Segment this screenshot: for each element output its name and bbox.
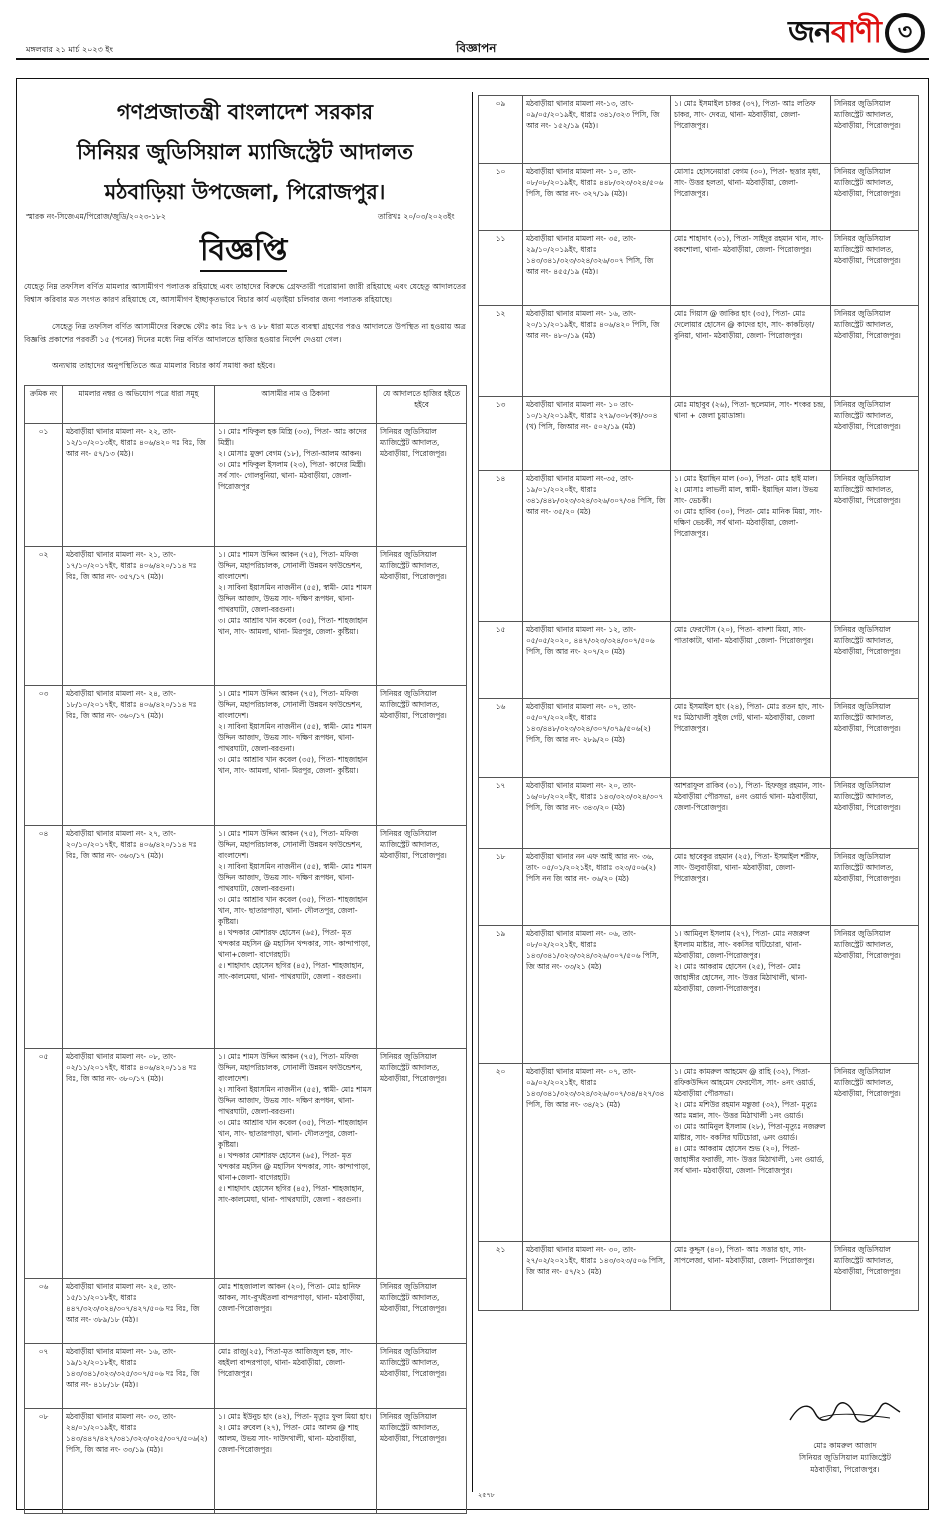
col-header-court: যে আদালতে হাজির হইতে হইবে [377, 386, 467, 424]
cell-sl: ০২ [25, 547, 63, 686]
table-row [25, 424, 467, 547]
cell-court: সিনিয়র জুডিসিয়াল ম্যাজিস্ট্রেট আদালত, মঠবাড়ীয়া, পিরোজপুর। [377, 826, 467, 1049]
cell-court: সিনিয়র জুডিসিয়াল ম্যাজিস্ট্রেট আদালত, মঠবাড়ীয়া, পিরোজপুর। [831, 1242, 919, 1311]
memo-date: তারিখঃ ২০/০৩/২০২৩ইং [378, 212, 455, 221]
cell-case: মঠবাড়ীয়া থানার মামলা নং- ১৬, তাং- ১৯/১২/২০১৮ইং, ধারাঃ ১৪৩/৩৪১/৩২৩/৩২৫/৩০৭/৫০৬ দঃ বিঃ, জি আর নং- ৪১৮/১৮ (মঠ)। [63, 1344, 215, 1409]
cell-court: সিনিয়র জুডিসিয়াল ম্যাজিস্ট্রেট আদালত, মঠবাড়ীয়া, পিরোজপুর। [831, 778, 919, 849]
logo-badge: ৩ [885, 13, 925, 53]
cell-court: সিনিয়র জুডিসিয়াল ম্যাজিস্ট্রেট আদালত, মঠবাড়ীয়া, পিরোজপুর। [377, 1279, 467, 1344]
notice-paragraph-3: অন্যথায় তাহাদের অনুপস্থিতিতে অত্র মামলার বিচার কার্য সমাধা করা হইবে। [52, 361, 276, 370]
cell-case: মঠবাড়ীয়া থানার মামলা নং-১৩, তাং- ০৯/০৫/২০১৯ইং, ধারাঃ ৩৪১/৩২৩ পিসি, জি আর নং- ১৫২/১৯ (মঠ)। [523, 96, 671, 164]
cell-court: সিনিয়র জুডিসিয়াল ম্যাজিস্ট্রেট আদালত, মঠবাড়ীয়া, পিরোজপুর। [831, 471, 919, 622]
cell-court: সিনিয়র জুডিসিয়াল ম্যাজিস্ট্রেট আদালত, মঠবাড়ীয়া, পিরোজপুর। [377, 1409, 467, 1514]
cell-sl: ০৫ [25, 1049, 63, 1279]
table-row [479, 1064, 919, 1242]
table-row [479, 306, 919, 397]
section-label: বিজ্ঞাপন [456, 41, 497, 55]
cell-case: মঠবাড়ীয়া থানার মামলা নং-৩৫, তাং- ১৯/০১/২০২০ইং, ধারাঃ ৩৪১/৪৪৮/৩২৩/৩২৪/৩২৬/৩০৭/৩৪ পিসি, জি আর নং- ৩৫/২০ (মঠ) [523, 471, 671, 622]
cell-case: মঠবাড়ীয়া থানার মামলা নং- ১০, তাং- ০৮/০৮/২০১৯ইং, ধারাঃ ৪৪৮/৩২৩/৩২৪/৫০৬ পিসি, জি আর নং- ৩২৭/১৯ (মঠ)। [523, 164, 671, 231]
memo-number: স্মারক নং-সিজেএম/পিরোজ/জুডি/২০২৩-১৮২ [26, 212, 166, 221]
table-row [479, 778, 919, 849]
cell-sl: ০৭ [25, 1344, 63, 1409]
cell-case: মঠবাড়ীয়া থানার মামলা নং- ১৬, তাং- ২০/১১/২০১৯ইং, ধারাঃ ৪০৬/৪২০ পিসি, জি আর নং- ৪৮০/১৯ (মঠ) [523, 306, 671, 397]
cell-sl: ০৯ [479, 96, 523, 164]
cell-accused: ১। মোঃ ইসমাইল চাকর (৩৭), পিতা- আঃ লতিফ চাকর, সাং- দেবত্র, থানা- মঠবাড়ীয়া, জেলা- পিরোজপুর। [671, 96, 831, 164]
table-row [479, 699, 919, 778]
cell-case: মঠবাড়ীয়া থানার মামলা নং- ২৪, তাং- ১৮/১০/২০১৭ইং, ধারাঃ ৪০৬/৪২০/১১৪ দঃ বিঃ, জি আর নং- ৩৬০/১৭ (মঠ)। [63, 686, 215, 826]
cell-sl: ১৮ [479, 849, 523, 926]
cell-case: মঠবাড়ীয়া থানার মামলা নং- ১২, তাং- ০৫/০৫/২০২০, ৪৪৭/৩২৩/৩২৪/৩০৭/৫০৬ পিসি, জি আর নং- ২০৭/২০ (মঠ) [523, 622, 671, 699]
cell-accused: মোঃ মাহাবুব (২৬), পিতা- ছলেমান, সাং- শংকর চন্দ্র, থানা + জেলা চুয়াডাঙ্গা। [671, 397, 831, 471]
signatory-designation: সিনিয়র জুডিসিয়াল ম্যাজিস্ট্রেট [799, 1453, 891, 1462]
table-row [25, 1049, 467, 1279]
cell-case: মঠবাড়ীয়া থানার মামলা নং- ২২, তাং- ১২/১০/২০১৩ইং, ধারাঃ ৪০৬/৪২০ দঃ বিঃ, জি আর নং- ৫৭/১৩ (মঠ)। [63, 424, 215, 547]
col-header-accused: আসামীর নাম ও ঠিকানা [215, 386, 377, 424]
govt-line-3: মঠবাড়িয়া উপজেলা, পিরোজপুর। [104, 180, 386, 204]
cell-accused: মোঃ ইসমাইল হাং (২৪), পিতা- মোঃ রতন হাং, সাং- দঃ মিঠাখালী সুইজ গেট, থানা- মঠবাড়ীয়া, জেলা পিরোজপুর। [671, 699, 831, 778]
cell-court: সিনিয়র জুডিসিয়াল ম্যাজিস্ট্রেট আদালত, মঠবাড়ীয়া, পিরোজপুর। [377, 547, 467, 686]
cell-sl: ২০ [479, 1064, 523, 1242]
cell-sl: ১০ [479, 164, 523, 231]
cell-accused: মোঃ রাজু(২৫), পিতা-মৃত আজিজুল হক, সাং- বহইলা বান্দরপাড়া, থানা- মঠবাড়ীয়া, জেলা- পিরোজপুর। [215, 1344, 377, 1409]
cell-court: সিনিয়র জুডিসিয়াল ম্যাজিস্ট্রেট আদালত, মঠবাড়ীয়া, পিরোজপুর। [831, 622, 919, 699]
cell-sl: ১১ [479, 231, 523, 306]
cell-case: মঠবাড়ীয়া থানার মামলা নং- ২৭, তাং- ২০/১০/২০১৭ইং, ধারাঃ ৪০৬/৪২০/১১৪ দঃ বিঃ, জি আর নং- ৩৬৩/১৭ (মঠ)। [63, 826, 215, 1049]
cell-sl: ০৩ [25, 686, 63, 826]
col-header-case: মামলার নম্বর ও অভিযোগ পত্রে ধারা সমূহ [63, 386, 215, 424]
cell-sl: ০৪ [25, 826, 63, 1049]
cell-sl: ১৫ [479, 622, 523, 699]
table-row [25, 1409, 467, 1514]
cell-court: সিনিয়র জুডিসিয়াল ম্যাজিস্ট্রেট আদালত, মঠবাড়ীয়া, পিরোজপুর। [831, 1064, 919, 1242]
cell-sl: ১২ [479, 306, 523, 397]
cell-case: মঠবাড়ীয়া থানার মামলা নং- ৩০, তাং- ২৭/০২/২০২১ইং, ধারাঃ ১৪৩/৩২৩/৫০৬ পিসি, জি আর নং- ৫৭/২১ (মঠ) [523, 1242, 671, 1311]
case-table-left [24, 385, 467, 1514]
cell-accused: ১। মোঃ শামস উদ্দিন আকন (৭৫), পিতা- মফিজ উদ্দিন, মহাপরিচালক, সোনালী উন্নয়ন ফাউন্ডেশন, বাংলাদেশ। ২। সাবিনা ইয়াসমিন নাজনীন (৫৫), স্বামী- মোঃ শামস উদ্দিন আজাদ, উভয় সাং- দক্ষিণ রূপধন, থানা- পাথরঘাটা, জেলা-বরগুনা। ৩। মোঃ আশ্রাব খান কবেল (৩৫), পিতা- শাহজাহান খান, সাং- ছাতারপাড়া, থানা- দৌলতপুর, জেলা- কুষ্টিয়া। ৪। খন্দকার মোশারফ হোসেন (৬৫), পিতা- মৃত খন্দকার মহসিন @ মহাসিন খন্দকার, সাং- কান্দাপাড়া, থানা+জেলা- বাগেরহাট। ৫। শাহাদাৎ হোসেন ছগির (৪৫), পিতা- শাহজাহান, সাং-কালমেঘা, থানা- পাথরঘাটা, জেলা - বরগুনা। [215, 1049, 377, 1279]
table-row [479, 397, 919, 471]
col-header-serial: ক্রমিক নং [25, 386, 63, 424]
table-row [25, 1344, 467, 1409]
cell-accused: মোঃ শাহজালাল আকন (২০), পিতা- মোঃ হানিফ আকন, সাং-বুখইতলা বান্দরপাড়া, থানা- মঠবাড়ীয়া, জেলা-পিরোজপুর। [215, 1279, 377, 1344]
cell-accused: মোঃ গিয়াস @ জাকির হাং (৩৫), পিতা- মোঃ দেলোয়ার হোসেন @ কাদের হাং, সাং- কাকচিড়া/বুনিয়া, থানা- মঠবাড়ীয়া, জেলা- পিরোজপুর। [671, 306, 831, 397]
cell-accused: ১। মোঃ শফিকুল হক মিস্ত্রি (৩৩), পিতা- আঃ কাদের মিস্ত্রী। ২। মোসাঃ মুক্তা বেগম (১৮), পিতা-আলম আকন। ৩। মোঃ শফিকুল ইসলাম (২৩), পিতা- কাদের মিস্ত্রী। সর্ব সাং- গোলবুনিয়া, থানা- মঠবাড়ীয়া, জেলা- পিরোজপুর [215, 424, 377, 547]
cell-sl: ১৭ [479, 778, 523, 849]
cell-sl: ১৯ [479, 926, 523, 1064]
cell-court: সিনিয়র জুডিসিয়াল ম্যাজিস্ট্রেট আদালত, মঠবাড়ীয়া, পিরোজপুর। [377, 686, 467, 826]
cell-case: মঠবাড়ীয়া থানার মামলা নং- ১০ তাং- ১০/১২/২০১৯ইং, ধারাঃ ২৭৯/৩০৮(ক)/৩০৪ (খ) পিসি, জিআর নং- ৫০২/১৯ (মঠ) [523, 397, 671, 471]
table-row [479, 96, 919, 164]
notice-paragraph-1: যেহেতু নিম্ন তফসিল বর্ণিত মামলার আসামীগণ পলাতক রহিয়াছে এবং তাহাদের বিরুদ্ধে গ্রেফতারী পরোয়ানা জারী রহিয়াছে এবং যেহেতু আদালতের বিশ্বাস করিবার মত সংগত কারণ রহিয়াছে যে, আসামীগণ ইচ্ছাকৃতভাবে বিচার কার্য এড়াইয়া চলিবার জন্য পলাতক রহিয়াছে। [24, 282, 466, 304]
cell-case: মঠবাড়ীয়া থানার মামলা নং- ৩৩, তাং- ২৪/০১/২০১৯ইং, ধারাঃ ১৪৩/৪৪৭/৪২৭/৩৪১/৩২৩/৩২৫/৩০৭/৫০৬(২) পিসি, জি আর নং- ৩৩/১৯ (মঠ)। [63, 1409, 215, 1514]
cell-sl: ০৮ [25, 1409, 63, 1514]
cell-court: সিনিয়র জুডিসিয়াল ম্যাজিস্ট্রেট আদালত, মঠবাড়ীয়া, পিরোজপুর। [831, 699, 919, 778]
table-row [479, 231, 919, 306]
cell-sl: ০৬ [25, 1279, 63, 1344]
signatory-block [770, 1440, 920, 1476]
cell-accused: ১। মোঃ শামস উদ্দিন আকন (৭৫), পিতা- মফিজ উদ্দিন, মহাপরিচালক, সোনালী উন্নয়ন ফাউন্ডেশন, বাংলাদেশ। ২। সাবিনা ইয়াসমিন নাজনীন (৫৫), স্বামী- মোঃ শামস উদ্দিন আজাদ, উভয় সাং- দক্ষিণ রূপধন, থানা- পাথরঘাটা, জেলা-বরগুনা। ৩। মোঃ আশ্রাব খান কবেল (৩৫), পিতা- শাহজাহান খান, সাং- আমলা, থানা- মিরপুর, জেলা- কুষ্টিয়া। [215, 686, 377, 826]
cell-court: সিনিয়র জুডিসিয়াল ম্যাজিস্ট্রেট আদালত, মঠবাড়ীয়া, পিরোজপুর। [377, 424, 467, 547]
cell-sl: ২১ [479, 1242, 523, 1311]
cell-accused: ১। মোঃ শামস উদ্দিন আকন (৭৫), পিতা- মফিজ উদ্দিন, মহাপরিচালক, সোনালী উন্নয়ন ফাউন্ডেশন, বাংলাদেশ। ২। সাবিনা ইয়াসমিন নাজনীন (৫৫), স্বামী- মোঃ শামস উদ্দিন আজাদ, উভয় সাং- দক্ষিণ রূপধন, থানা- পাথরঘাটা, জেলা-বরগুনা। ৩। মোঃ আশ্রাব খান কবেল (৩৫), পিতা- শাহজাহান খান, সাং- আমলা, থানা- মিরপুর, জেলা- কুষ্টিয়া। [215, 547, 377, 686]
govt-heading [24, 92, 466, 212]
cell-case: মঠবাড়ীয়া থানার মামলা নং- ৩৫, তাং- ২৯/১০/২০১৯ইং, ধারাঃ ১৪৩/৩৪১/৩২৩/৩২৪/৩২৬/৩০৭ পিসি, জি আর নং- ৪৫৫/১৯ (মঠ)। [523, 231, 671, 306]
cell-accused: মোসাঃ হোসনেয়ারা বেগম (৩০), পিতা- ছত্তার মৃধা, সাং- উত্তর হলতা, থানা- মঠবাড়ীয়া, জেলা- পিরোজপুর। [671, 164, 831, 231]
table-row [25, 547, 467, 686]
cell-accused: মোঃ ছাবেকুর রহমান (২৫), পিতা- ইসমাইল শরীফ, সাং- উলুবাড়ীয়া, থানা- মঠবাড়ীয়া, জেলা- পিরোজপুর। [671, 849, 831, 926]
cell-case: মঠবাড়ীয়া থানার মামলা নং- ০৭, তাং- ০৯/০২/২০২১ইং, ধারাঃ ১৪৩/৩৪১/৩২৩/৩২৪/৩২৬/৩০৭/৩৪/৪২৭/৩৪ পিসি, জি আর নং- ৩৪/২১ (মঠ) [523, 1064, 671, 1242]
cell-accused: মোঃ শাহাদাৎ (৩১), পিতা- সাইদুর রহমান খান, সাং-বকশোলা, থানা- মঠবাড়ীয়া, জেলা- পিরোজপুর। [671, 231, 831, 306]
cell-court: সিনিয়র জুডিসিয়াল ম্যাজিস্ট্রেট আদালত, মঠবাড়ীয়া, পিরোজপুর। [831, 96, 919, 164]
cell-court: সিনিয়র জুডিসিয়াল ম্যাজিস্ট্রেট আদালত, মঠবাড়ীয়া, পিরোজপুর। [831, 397, 919, 471]
table-row [25, 826, 467, 1049]
table-row [479, 622, 919, 699]
cell-court: সিনিয়র জুডিসিয়াল ম্যাজিস্ট্রেট আদালত, মঠবাড়ীয়া, পিরোজপুর। [831, 926, 919, 1064]
ad-code: ২৫৭৮ [478, 1491, 495, 1499]
cell-case: মঠবাড়ীয়া থানার মামলা নং- ০৬, তাং- ০৮/০২/২০২১ইং, ধারাঃ ১৪৩/৩৪১/৩২৩/৩২৪/৩২৬/৩০৭/৫০৬ পিসি, জি আর নং- ৩৩/২১ (মঠ) [523, 926, 671, 1064]
table-row [479, 849, 919, 926]
cell-court: সিনিয়র জুডিসিয়াল ম্যাজিস্ট্রেট আদালত, মঠবাড়ীয়া, পিরোজপুর। [831, 306, 919, 397]
cell-court: সিনিয়র জুডিসিয়াল ম্যাজিস্ট্রেট আদালত, মঠবাড়ীয়া, পিরোজপুর। [831, 164, 919, 231]
govt-line-2: সিনিয়র জুডিসিয়াল ম্যাজিস্ট্রেট আদালত [77, 140, 413, 164]
cell-accused: মোঃ কুদ্দুস (৪০), পিতা- আঃ সত্তার হাং, সাং- সাপলেজা, থানা- মঠবাড়ীয়া, জেলা- পিরোজপুর। [671, 1242, 831, 1311]
cell-case: মঠবাড়ীয়া থানার মামলা নং- ০৭, তাং- ০৫/০৭/২০২০ইং, ধারাঃ ১৪৩/৪৪৮/৩২৩/৩২৪/৩০৭/৩৭৯/৫০৬(২) পিসি, জি আর নং- ২৮৯/২০ (মঠ) [523, 699, 671, 778]
cell-sl: ১৬ [479, 699, 523, 778]
notice-title: বিজ্ঞপ্তি [200, 232, 287, 272]
signatory-place: মঠবাড়ীয়া, পিরোজপুর। [810, 1465, 880, 1474]
signature-image [780, 1398, 910, 1428]
cell-accused: মোঃ ফেরদৌস (২০), পিতা- বাদশা মিয়া, সাং-পাতাকাটা, থানা- মঠবাড়ীয়া ,জেলা- পিরোজপুর। [671, 622, 831, 699]
newspaper-logo: জন বাণী ৩ [788, 10, 925, 56]
column-divider [472, 92, 473, 1492]
page-header [16, 8, 929, 60]
issue-date: মঙ্গলবার ২১ মার্চ ২০২৩ ইং [26, 45, 113, 54]
table-row [479, 1242, 919, 1311]
govt-line-1: গণপ্রজাতন্ত্রী বাংলাদেশ সরকার [116, 100, 374, 124]
cell-sl: ০১ [25, 424, 63, 547]
cell-accused: আশরাফুল রাকিব (৩১), পিতা- হিফজুর রহমান, সাং- মঠবাড়ীয়া পৌরসভা, ৪নং ওয়ার্ড থানা- মঠবাড়ীয়া, জেলা-পিরোজপুর। [671, 778, 831, 849]
cell-accused: ১। মোঃ ইউনুচ হাং (৪২), পিতা- মৃত্যুঃ ফুল মিয়া হাং। ২। মোঃ রুবেল (২৭), পিতা- মোঃ আলম @ শাহ আলম, উভয় সাং- দাউদখালী, থানা- মঠবাড়ীয়া, জেলা-পিরোজপুর। [215, 1409, 377, 1514]
case-table-right [478, 95, 919, 1311]
cell-court: সিনিয়র জুডিসিয়াল ম্যাজিস্ট্রেট আদালত, মঠবাড়ীয়া, পিরোজপুর। [377, 1049, 467, 1279]
cell-court: সিনিয়র জুডিসিয়াল ম্যাজিস্ট্রেট আদালত, মঠবাড়ীয়া, পিরোজপুর। [831, 231, 919, 306]
cell-sl: ১৩ [479, 397, 523, 471]
cell-accused: ১। মোঃ কামরুল আহমেদ @ রাহি (৩২), পিতা- রফিকউদ্দিন আহমেদ ফেরদৌস, সাং- ৪নং ওয়ার্ড, মঠবাড়ীয়া পৌরসভা। ২। মোঃ মশিউর রহমান মন্তুজা (৩২), পিতা- মৃত্যুঃ আঃ মন্নান, সাং- উত্তর মিঠাখালী ১নং ওয়ার্ড। ৩। মোঃ আমিনুল ইসলাম (২৮), পিতা-মৃত্যুঃ নজরুল মাষ্টার, সাং- বকসির ঘটিচোরা, ৬নং ওয়ার্ড। ৪। মোঃ আকরাম হোসেন শুভ (২০), পিতা- জাহাঙ্গীর ফরাজী, সাং- উত্তর মিঠাখালী, ১নং ওয়ার্ড, সর্ব থানা- মঠবাড়ীয়া, জেলা- পিরোজপুর। [671, 1064, 831, 1242]
table-row [25, 1279, 467, 1344]
table-row [25, 686, 467, 826]
cell-sl: ১৪ [479, 471, 523, 622]
cell-case: মঠবাড়ীয়া থানার মামলা নং- ২১, তাং- ১৭/১০/২০১৭ইং, ধারাঃ ৪০৬/৪২০/১১৪ দঃ বিঃ, জি আর নং- ৩৫৭/১৭ (মঠ)। [63, 547, 215, 686]
cell-case: মঠবাড়ীয়া থানার মামলা নং- ২০, তাং- ১৬/০৮/২০২০ইং, ধারাঃ ১৪৩/৩২৩/৩২৪/৩০৭ পিসি, জি আর নং- ৩৪৩/২০ (মঠ) [523, 778, 671, 849]
notice-paragraph-2: সেহেতু নিম্ন তফসিল বর্ণিত আসামীদের বিরুদ্ধে ফৌঃ কাঃ বিঃ ৮৭ ও ৮৮ ধারা মতে ব্যবস্থা গ্রহণের পরও আদালতে উপস্থিত না হওয়ায় অত্র বিজ্ঞপ্তি প্রকাশের পরবর্তী ১৫ (পনের) দিনের মধ্যে নিম্ন বর্ণিত আদালতে হাজির হওয়ার নির্দেশ দেওয়া গেল। [24, 322, 466, 344]
table-row [479, 471, 919, 622]
cell-accused: ১। আমিনুল ইসলাম (২৭), পিতা- মোঃ নজরুল ইসলাম মাষ্টার, সাং- বকসির ঘটিচোরা, থানা-মঠবাড়ীয়া, জেলা-পিরোজপুর। ২। মোঃ আকরাম হোসেন (২৫), পিতা- মোঃ জাহাঙ্গীর হোসেন, সাং- উত্তর মিঠাখালী, থানা- মঠবাড়ীয়া, জেলা-পিরোজপুর। [671, 926, 831, 1064]
cell-court: সিনিয়র জুডিসিয়াল ম্যাজিস্ট্রেট আদালত, মঠবাড়ীয়া, পিরোজপুর। [831, 849, 919, 926]
cell-court: সিনিয়র জুডিসিয়াল ম্যাজিস্ট্রেট আদালত, মঠবাড়ীয়া, পিরোজপুর। [377, 1344, 467, 1409]
signatory-name: মোঃ কামরুল আজাদ [813, 1441, 877, 1450]
cell-accused: ১। মোঃ ইয়াছিন মাল (৩০), পিতা- মোঃ হাই মাল। ২। মোসাঃ লাভলী মাল, স্বামী- ইয়াছিন মাল। উভয় সাং- ভেচকী। ৩। মোঃ হাবিব (৩০), পিতা- মোঃ মানিক মিয়া, সাং- দক্ষিণ ভেচকী, সর্ব থানা- মঠবাড়ীয়া, জেলা- পিরোজপুর। [671, 471, 831, 622]
cell-case: মঠবাড়ীয়া থানার নন এফ আই আর নং- ৩৬, তাং- ০৫/০১/২০২১ইং, ধারাঃ ৩২৩/৫০৬(২) পিসি নন জি আর নং- ৩৬/২০ (মঠ) [523, 849, 671, 926]
cell-case: মঠবাড়ীয়া থানার মামলা নং- ০৮, তাং- ০২/১১/২০১৭ইং, ধারাঃ ৪০৬/৪২০/১১৪ দঃ বিঃ, জি আর নং- ৩৮০/১৭ (মঠ)। [63, 1049, 215, 1279]
cell-case: মঠবাড়ীয়া থানার মামলা নং- ২৫, তাং- ১৫/১১/২০১৮ইং, ধারাঃ ৪৪৭/৩২৩/৩২৪/৩০৭/৪২৭/৫০৬ দঃ বিঃ, জি আর নং- ৩৮৯/১৮ (মঠ)। [63, 1279, 215, 1344]
table-row [479, 926, 919, 1064]
table-row [479, 164, 919, 231]
cell-accused: ১। মোঃ শামস উদ্দিন আকন (৭৫), পিতা- মফিজ উদ্দিন, মহাপরিচালক, সোনালী উন্নয়ন ফাউন্ডেশন, বাংলাদেশ। ২। সাবিনা ইয়াসমিন নাজনীন (৫৫), স্বামী- মোঃ শামস উদ্দিন আজাদ, উভয় সাং- দক্ষিণ রূপধন, থানা- পাথরঘাটা, জেলা-বরগুনা। ৩। মোঃ আশ্রাব খান কবেল (৩৫), পিতা- শাহজাহান খান, সাং- ছাতারপাড়া, থানা- দৌলতপুর, জেলা- কুষ্টিয়া। ৪। খন্দকার মোশারফ হোসেন (৬৫), পিতা- মৃত খন্দকার মহসিন @ মহাসিন খন্দকার, সাং- কান্দাপাড়া, থানা+জেলা- বাগেরহাট। ৫। শাহাদাৎ হোসেন ছগির (৪৫), পিতা- শাহজাহান, সাং-কালমেঘা, থানা- পাথরঘাটা, জেলা - বরগুনা। [215, 826, 377, 1049]
